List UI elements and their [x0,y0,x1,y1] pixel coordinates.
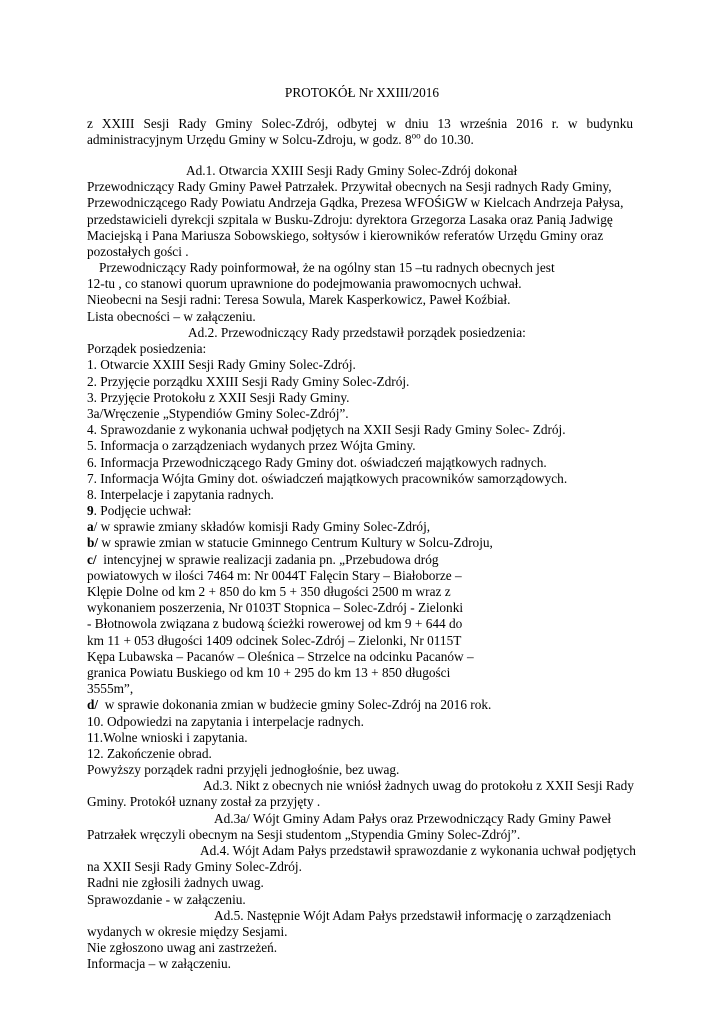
resolution-c-text: intencyjnej w sprawie realizacji zadania pn. „Przebudowa dróg [96,551,439,567]
resolution-c-line: km 11 + 053 długości 1409 odcinek Solec-Zdrój – Zielonki, Nr 0115T [87,632,462,648]
resolution-a-text: / w sprawie zmiany składów komisji Rady Gminy Solec-Zdrój, [93,519,431,535]
ad1-line: przedstawicieli dyrekcji szpitala w Busku-Zdroju: dyrektora Grzegorza Lasaka oraz Panią Jadwigę [87,211,613,227]
ad4-line: Sprawozdanie - w załączeniu. [87,891,246,907]
resolution-a-label: a [87,519,94,535]
agenda-item: 2. Przyjęcie porządku XXIII Sesji Rady Gminy Solec-Zdrój. [87,373,410,389]
resolution-c-line: granica Powiatu Buskiego od km 10 + 295 do km 13 + 850 długości [87,664,451,680]
quorum-line: 12-tu , co stanowi quorum uprawnione do podejmowania prawomocnych uchwał. [87,276,522,292]
ad5-line: Nie zgłoszono uwag ani zastrzeżeń. [87,940,278,956]
resolution-c-line: Klępie Dolne od km 2 + 850 do km 5 + 350 długości 2500 m wraz z [87,584,451,599]
agenda-item: 5. Informacja o zarządzeniach wydanych przez Wójta Gminy. [87,438,416,454]
agenda-item-9-text: . Podjęcie uchwał: [93,503,192,519]
ad4-line: Radni nie zgłosili żadnych uwag. [87,875,264,891]
resolution-c-line: 3555m”, [87,681,134,697]
ad4-line: Ad.4. Wójt Adam Pałys przedstawił sprawozdanie z wykonania uchwał podjętych [200,843,636,858]
ad5-line: wydanych w okresie między Sesjami. [87,923,288,939]
ad3-line: Gminy. Protokół uznany został za przyjęty . [87,794,321,810]
resolution-b [87,535,647,551]
intro-text: z XXIII Sesji Rady Gminy Solec-Zdrój, odbytej w dniu 13 września 2016 r. w budynku administracyjnym Urzędu Gminy w Solcu-Zdroju, w godz. 8 [87,116,633,148]
quorum-line: Nieobecni na Sesji radni: Teresa Sowula, Marek Kasperkowicz, Paweł Koźbiał. [87,292,511,308]
ad3a-line: Patrzałek wręczyli obecnym na Sesji studentom „Stypendia Gminy Solec-Zdrój”. [87,826,521,842]
ad1-section [87,163,647,260]
resolution-c-label: c/ [87,551,97,567]
agenda-item: 11.Wolne wnioski i zapytania. [87,729,248,745]
ad4-line: na XXII Sesji Rady Gminy Solec-Zdrój. [87,859,302,875]
agenda-item: 4. Sprawozdanie z wykonania uchwał podjętych na XXII Sesji Rady Gminy Solec- Zdrój. [87,422,566,438]
resolution-c [87,552,647,568]
agenda-label: Porządek posiedzenia: [87,341,207,357]
quorum-line: Lista obecności – w załączeniu. [87,308,256,324]
resolution-d-text: w sprawie dokonania zmian w budżecie gminy Solec-Zdrój na 2016 rok. [98,697,492,713]
ad3a-line: Ad.3a/ Wójt Gminy Adam Pałys oraz Przewodniczący Rady Gminy Paweł [214,810,612,826]
ad2-heading: Ad.2. Przewodniczący Rady przedstawił porządek posiedzenia: [188,325,526,340]
resolution-d-label: d/ [87,697,99,713]
ad5-line: Ad.5. Następnie Wójt Adam Pałys przedstawił informację o zarządzeniach [214,907,612,923]
agenda-item: 12. Zakończenie obrad. [87,745,212,761]
agenda-item: 3. Przyjęcie Protokołu z XXII Sesji Rady Gminy. [87,389,350,405]
agenda-item: 8. Interpelacje i zapytania radnych. [87,486,274,502]
ad1-line: pozostałych gości . [87,243,189,259]
ad1-line: Przewodniczącego Rady Powiatu Andrzeja Gądka, Prezesa WFOŚiGW w Kielcach Andrzeja Pałysa, [87,195,624,211]
resolution-a [87,519,647,535]
agenda-approval: Powyższy porządek radni przyjęli jednogłośnie, bez uwag. [87,762,400,778]
ad3-line: Ad.3. Nikt z obecnych nie wniósł żadnych uwag do protokołu z XXII Sesji Rady [203,778,634,794]
resolution-c-line: Kępa Lubawska – Pacanów – Oleśnica – Strzelce na odcinku Pacanów – [87,648,474,664]
agenda-item: 6. Informacja Przewodniczącego Rady Gminy dot. oświadczeń majątkowych radnych. [87,454,547,470]
resolution-c-line: wykonaniem poszerzenia, Nr 0103T Stopnica – Solec-Zdrój - Zielonki [87,600,464,616]
ad1-line: Ad.1. Otwarcia XXIII Sesji Rady Gminy Solec-Zdrój dokonał [186,163,518,178]
ad1-line: Przewodniczący Rady Gminy Paweł Patrzałek. Przywitał obecnych na Sesji radnych Rady Gminy, [87,179,612,195]
agenda-item: 10. Odpowiedzi na zapytania i interpelacje radnych. [87,713,364,729]
intro-time-superscript: oo [411,130,421,141]
ad5-line: Informacja – w załączeniu. [87,956,231,972]
intro-paragraph [87,116,633,148]
resolution-b-text: w sprawie zmian w statucie Gminnego Centrum Kultury w Solcu-Zdroju, [98,535,493,551]
resolution-c-line: - Błotnowola związana z budową ścieżki rowerowej od km 9 + 644 do [87,616,463,632]
agenda-item-9-number: 9 [87,503,94,519]
agenda-item: 7. Informacja Wójta Gminy dot. oświadczeń majątkowych pracowników samorządowych. [87,470,568,486]
document-title: PROTOKÓŁ Nr XXIII/2016 [284,85,440,100]
quorum-line: Przewodniczący Rady poinformował, że na ogólny stan 15 –tu radnych obecnych jest [99,260,555,275]
agenda-item: 1. Otwarcie XXIII Sesji Rady Gminy Solec-Zdrój. [87,357,356,373]
intro-end: do 10.30. [420,132,474,148]
agenda-item-9 [87,503,647,519]
ad2-section [87,325,647,973]
ad1-line: Maciejską i Pana Mariusza Sobowskiego, sołtysów i kierowników referatów Urzędu Gminy oraz [87,227,604,243]
resolution-b-label: b/ [87,535,99,551]
resolution-c-line: powiatowych w ilości 7464 m: Nr 0044T Falęcin Stary – Białoborze – [87,567,462,583]
quorum-section [87,260,647,325]
resolution-d [87,697,647,713]
agenda-item: 3a/Wręczenie „Stypendiów Gminy Solec-Zdrój”. [87,405,349,421]
